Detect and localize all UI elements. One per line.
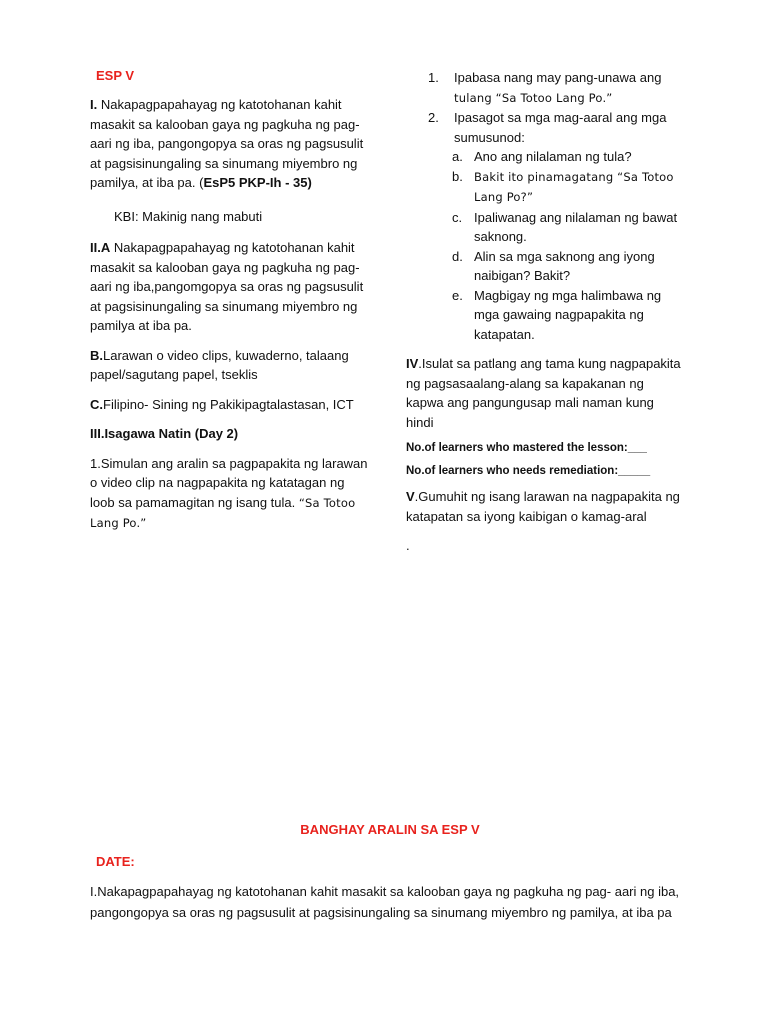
lesson-plan-section xyxy=(90,822,690,923)
section-b-label: B. xyxy=(90,347,103,363)
section-iia-text: Nakapagpapahayag ng katotohanan kahit masakit sa kalooban gaya ng pagkuha ng pag-aari ng iba,pangomgopya sa oras ng pagsusulit at pagsisinungaling sa sinumang miyembro ng pamilya at iba pa. xyxy=(90,240,364,333)
section-b-text: Larawan o video clips, kuwaderno, talaang papel/sagutang papel, tseklis xyxy=(90,347,349,382)
list-number: 1. xyxy=(428,70,439,85)
section-iv xyxy=(406,354,682,432)
list-item-text: Magbigay ng mga halimbawa ng mga gawaing nagpapakita ng katapatan. xyxy=(474,287,662,342)
list-item xyxy=(406,208,682,247)
kbi-line: KBI: Makinig nang mabuti xyxy=(114,208,263,224)
step-one xyxy=(90,454,372,534)
mastered-count-line: No.of learners who mastered the lesson:___ xyxy=(406,442,647,454)
lesson-plan-title: BANGHAY ARALIN SA ESP V xyxy=(300,822,480,837)
lesson-objective: I.Nakapagpapahayag ng katotohanan kahit masakit sa kalooban gaya ng pagkuha ng pag- aari ng iba, pangongopya sa oras ng pagsusulit at pagsisinungaling sa sinumang miyembro ng pamilya, at iba pa xyxy=(90,884,680,920)
list-letter: b. xyxy=(452,168,463,184)
procedure-list xyxy=(406,68,682,147)
list-item-text: Ano ang nilalaman ng tula? xyxy=(474,149,632,164)
section-c-text: Filipino- Sining ng Pakikipagtalastasan, ICT xyxy=(103,396,354,412)
list-letter: d. xyxy=(452,248,463,264)
section-v xyxy=(406,487,682,526)
section-c-label: C. xyxy=(90,396,103,412)
list-item xyxy=(406,167,682,208)
list-item-text: Alin sa mga saknong ang iyong naibigan? Bakit? xyxy=(474,248,655,283)
list-item xyxy=(406,247,682,286)
section-iv-label: IV xyxy=(406,356,419,371)
list-item-text: Ipaliwanag ang nilalaman ng bawat saknong. xyxy=(474,209,678,244)
left-column xyxy=(90,68,372,534)
section-b xyxy=(90,346,372,385)
section-v-text: .Gumuhit ng isang larawan na nagpapakita ng katapatan sa iyong kaibigan o kamag-aral xyxy=(406,489,680,524)
list-letter: e. xyxy=(452,287,463,303)
stray-dot: . xyxy=(406,538,410,553)
objective-one xyxy=(90,95,372,193)
section-iv-text: .Isulat sa patlang ang tama kung nagpapakita ng pagsasaalang-alang sa kapakanan ng kapwa ang pangungusap mali naman kung hindi xyxy=(406,356,681,430)
section-c xyxy=(90,395,372,415)
poem-title: “Sa Totoo Lang Po.” xyxy=(90,495,356,530)
date-label: DATE: xyxy=(96,854,135,869)
list-letter: c. xyxy=(452,209,463,225)
competency-code: EsP5 PKP-Ih - 35) xyxy=(203,175,312,190)
section-iia-label: II.A xyxy=(90,240,111,255)
step-one-text: 1.Simulan ang aralin sa pagpapakita ng larawan o video clip na nagpapakita ng katatagan ng loob sa pamamagitan ng isang tula. xyxy=(90,455,368,510)
list-item-text: Ipasagot sa mga mag-aaral ang mga sumusunod: xyxy=(454,110,667,145)
section-iia xyxy=(90,238,372,336)
section-iii-heading: III.Isagawa Natin (Day 2) xyxy=(90,426,239,441)
poem-title: tulang “Sa Totoo Lang Po.” xyxy=(454,90,613,105)
list-number: 2. xyxy=(428,110,439,125)
list-letter: a. xyxy=(452,149,463,164)
objective-one-text: Nakapagpapahayag ng katotohanan kahit masakit sa kalooban gaya ng pagkuha ng pag-aari ng iba, pangongopya sa oras ng pagsusulit at pagsisinungaling sa sinumang miyembro ng pamilya, at iba pa. ( xyxy=(90,97,364,190)
objective-one-label: I. xyxy=(90,97,98,112)
subject-header: ESP V xyxy=(96,68,135,83)
list-item xyxy=(406,286,682,345)
list-item xyxy=(406,147,682,167)
question-list xyxy=(406,147,682,344)
list-item xyxy=(406,108,682,147)
list-item-text: Ipabasa nang may pang-unawa ang xyxy=(454,70,662,85)
right-column xyxy=(406,68,682,556)
section-v-label: V xyxy=(406,489,415,504)
list-item xyxy=(406,68,682,108)
remediation-count-line: No.of learners who needs remediation:_____ xyxy=(406,465,651,477)
list-item-text: Bakit ito pinamagatang “Sa Totoo Lang Po?” xyxy=(474,169,674,204)
